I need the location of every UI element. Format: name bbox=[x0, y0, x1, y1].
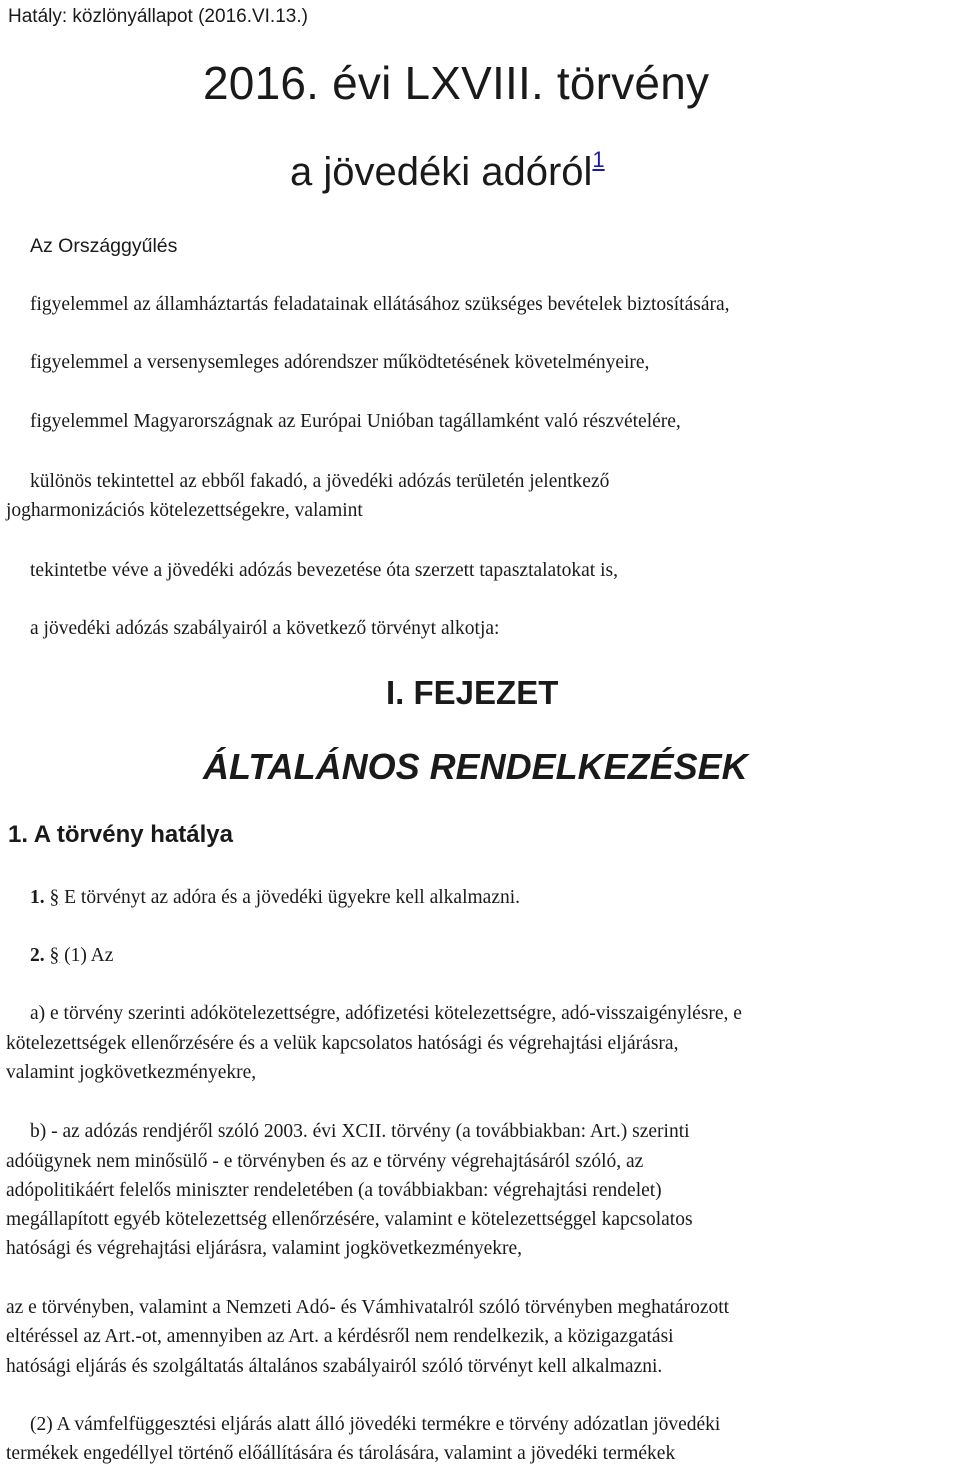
chapter-title: ÁLTALÁNOS RENDELKEZÉSEK bbox=[203, 746, 748, 787]
point-a-line: kötelezettségek ellenőrzésére és a velük kapcsolatos hatósági és végrehajtási eljárásra, bbox=[6, 1033, 679, 1054]
preamble-line: figyelemmel Magyarországnak az Európai Unióban tagállamként való részvételére, bbox=[30, 411, 681, 432]
subsection-2-line: termékek engedéllyel történő előállítására és tárolására, valamint a jövedéki termékek bbox=[6, 1443, 676, 1464]
paragraph-number: 2. bbox=[30, 945, 45, 966]
effective-status: Hatály: közlönyállapot (2016.VI.13.) bbox=[8, 6, 308, 27]
law-subtitle-text: a jövedéki adóról bbox=[290, 150, 593, 194]
paragraph-text: E törvényt az adóra és a jövedéki ügyekre kell alkalmazni. bbox=[59, 887, 521, 908]
law-subtitle bbox=[290, 147, 605, 195]
footnote-link[interactable]: 1 bbox=[592, 147, 605, 172]
closing-line: hatósági eljárás és szolgáltatás általános szabályairól szóló törvényt kell alkalmazni. bbox=[6, 1356, 663, 1377]
point-a-line: valamint jogkövetkezményekre, bbox=[6, 1062, 257, 1083]
section-title: 1. A törvény hatálya bbox=[8, 821, 233, 848]
preamble-line: figyelemmel az államháztartás feladatainak ellátásához szükséges bevételek biztosítására, bbox=[30, 294, 730, 315]
preamble-line: különös tekintettel az ebből fakadó, a jövedéki adózás területén jelentkező bbox=[30, 471, 610, 492]
preamble-line: tekintetbe véve a jövedéki adózás bevezetése óta szerzett tapasztalatokat is, bbox=[30, 560, 618, 581]
paragraph-2 bbox=[30, 941, 113, 970]
subsection-2-line: (2) A vámfelfüggesztési eljárás alatt álló jövedéki termékre e törvény adózatlan jövedéki bbox=[30, 1414, 721, 1435]
enacting-body: Az Országgyűlés bbox=[30, 235, 178, 257]
law-title: 2016. évi LXVIII. törvény bbox=[203, 57, 710, 109]
paragraph-text: (1) Az bbox=[59, 945, 114, 966]
point-b-line: hatósági és végrehajtási eljárásra, valamint jogkövetkezményekre, bbox=[6, 1238, 522, 1259]
preamble-line: figyelemmel a versenysemleges adórendszer működtetésének követelményeire, bbox=[30, 352, 650, 373]
paragraph-1 bbox=[30, 883, 520, 912]
section-symbol-link[interactable]: § bbox=[49, 887, 60, 908]
preamble-line: jogharmonizációs kötelezettségekre, valamint bbox=[6, 500, 363, 521]
paragraph-number: 1. bbox=[30, 887, 45, 908]
point-b-line: megállapított egyéb kötelezettség ellenőrzésére, valamint e kötelezettséggel kapcsolatos bbox=[6, 1209, 693, 1230]
point-a-line: a) e törvény szerinti adókötelezettségre, adófizetési kötelezettségre, adó-visszaigénylésre, e bbox=[30, 1003, 742, 1024]
point-b-line: adópolitikáért felelős miniszter rendeletében (a továbbiakban: végrehajtási rendelet) bbox=[6, 1180, 662, 1201]
closing-line: eltéréssel az Art.-ot, amennyiben az Art. a kérdésről nem rendelkezik, a közigazgatási bbox=[6, 1326, 674, 1347]
preamble-line: a jövedéki adózás szabályairól a következő törvényt alkotja: bbox=[30, 618, 500, 639]
point-b-line: b) - az adózás rendjéről szóló 2003. évi XCII. törvény (a továbbiakban: Art.) szerinti bbox=[30, 1121, 690, 1142]
chapter-number: I. FEJEZET bbox=[386, 674, 559, 711]
section-symbol-link[interactable]: § bbox=[49, 945, 60, 966]
closing-line: az e törvényben, valamint a Nemzeti Adó- és Vámhivatalról szóló törvényben meghatározott bbox=[6, 1297, 730, 1318]
point-b-line: adóügynek nem minősülő - e törvényben és az e törvény végrehajtásáról szóló, az bbox=[6, 1151, 644, 1172]
